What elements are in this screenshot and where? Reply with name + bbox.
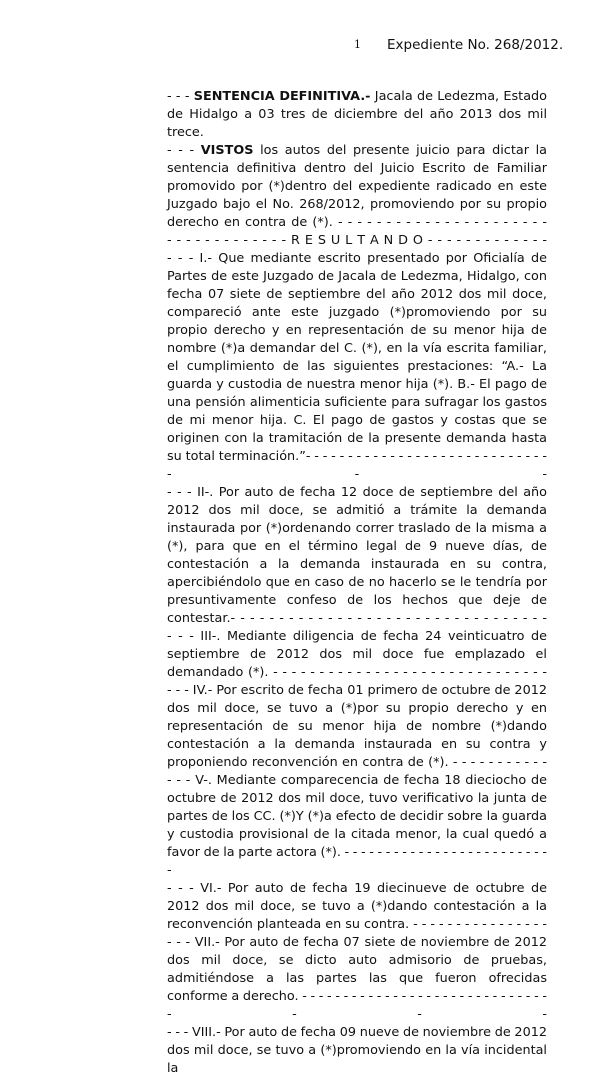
- section-heading-resultando: - - - - - - - - - - - - - R E S U L T A N D O - - - - - - - - - - - - -: [167, 233, 547, 248]
- paragraph-resultando-2: - - - II-. Por auto de fecha 12 doce de septiembre del año 2012 dos mil doce, se admitió a trámite la demanda instaurada por (*)ordenando correr traslado de la misma a (*), para que en el término legal de 9 nueve días, de contestación a la demanda instaurada en su contra, apercibiéndolo que en caso de no hacerlo se le tendría por presuntivamente confeso de los hechos que deje de contestar.- - - - - - - - - - - - - - - - - - - - - - - - - - - - - - - - -: [167, 485, 547, 626]
- document-header-title: Expediente No. 268/2012.: [387, 37, 564, 53]
- paragraph-vistos: [167, 142, 547, 232]
- page-number: 1: [354, 38, 361, 51]
- document-body: [167, 88, 547, 1078]
- paragraph-prefix: - - -: [167, 89, 194, 104]
- paragraph-resultando-3: - - - III-. Mediante diligencia de fecha 24 veinticuatro de septiembre de 2012 dos mil doce fue emplazado el demandado (*). - - - - - - - - - - - - - - - - - - - - - - - - - - - - - -: [167, 629, 547, 680]
- paragraph-text: Jacala de Ledezma, Estado de Hidalgo a 03 tres de diciembre del año 2013 dos mil trece.: [167, 89, 547, 140]
- paragraph-resultando-8: - - - VIII.- Por auto de fecha 09 nueve de noviembre de 2012 dos mil doce, se tuvo a (*)promoviendo en la vía incidental la: [167, 1025, 547, 1076]
- paragraph-text: los autos del presente juicio para dictar la sentencia definitiva dentro del Juicio Escrito de Familiar promovido por (*)dentro del expediente radicado en este Juzgado bajo el No. 268/2012, promoviendo por su propio derecho en contra de (*). - - - - - - - - - - - - - - - - - - - - - -: [167, 143, 547, 230]
- paragraph-resultando-7: - - - VII.- Por auto de fecha 07 siete de noviembre de 2012 dos mil doce, se dicto auto admisorio de pruebas, admitiéndose a las partes las que fueron ofrecidas conforme a derecho. - - - - - - - - - - - - - - - - - - - - - - - - - - - - - - - - - -: [167, 935, 547, 1022]
- paragraph-resultando-1: - - - I.- Que mediante escrito presentado por Oficialía de Partes de este Juzgado de Jacala de Ledezma, Hidalgo, con fecha 07 siete de septiembre del año 2012 dos mil doce, compareció ante este juzgado (*)promoviendo por su propio derecho y en representación de su menor hija de nombre (*)a demandar del C. (*), en la vía escrita familiar, el cumplimiento de las siguientes prestaciones: “A.- La guarda y custodia de nuestra menor hija (*). B.- El pago de una pensión alimenticia suficiente para sufragar los gastos de mi menor hija. C. El pago de gastos y costas que se originen con la tramitación de la presente demanda hasta su total terminación.”- - - - - - - - - - - - - - - - - - - - - - - - - - - - - - - -: [167, 251, 547, 482]
- paragraph-resultando-6: - - - VI.- Por auto de fecha 19 diecinueve de octubre de 2012 dos mil doce, se tuvo a (*)dando contestación a la reconvención planteada en su contra. - - - - - - - - - - - - - - - -: [167, 881, 547, 932]
- paragraph-sentencia: [167, 88, 547, 142]
- paragraph-resultando-4: - - - IV.- Por escrito de fecha 01 primero de octubre de 2012 dos mil doce, se tuvo a (*)por su propio derecho y en representación de su menor hija de nombre (*)dando contestación a la demanda instaurada en su contra y proponiendo reconvención en contra de (*). - - - - - - - - - - -: [167, 683, 547, 770]
- heading-vistos: VISTOS: [200, 143, 254, 158]
- heading-sentencia-definitiva: SENTENCIA DEFINITIVA.-: [193, 89, 371, 104]
- paragraph-resultando-5: - - - V-. Mediante comparecencia de fecha 18 dieciocho de octubre de 2012 dos mil doce, tuvo verificativo la junta de partes de los CC. (*)Y (*)a efecto de decidir sobre la guarda y custodia provisional de la citada menor, la cual quedó a favor de la parte actora (*). - - - - - - - - - - - - - - - - - - - - - - - - - -: [167, 773, 547, 878]
- paragraph-prefix: - - -: [167, 143, 201, 158]
